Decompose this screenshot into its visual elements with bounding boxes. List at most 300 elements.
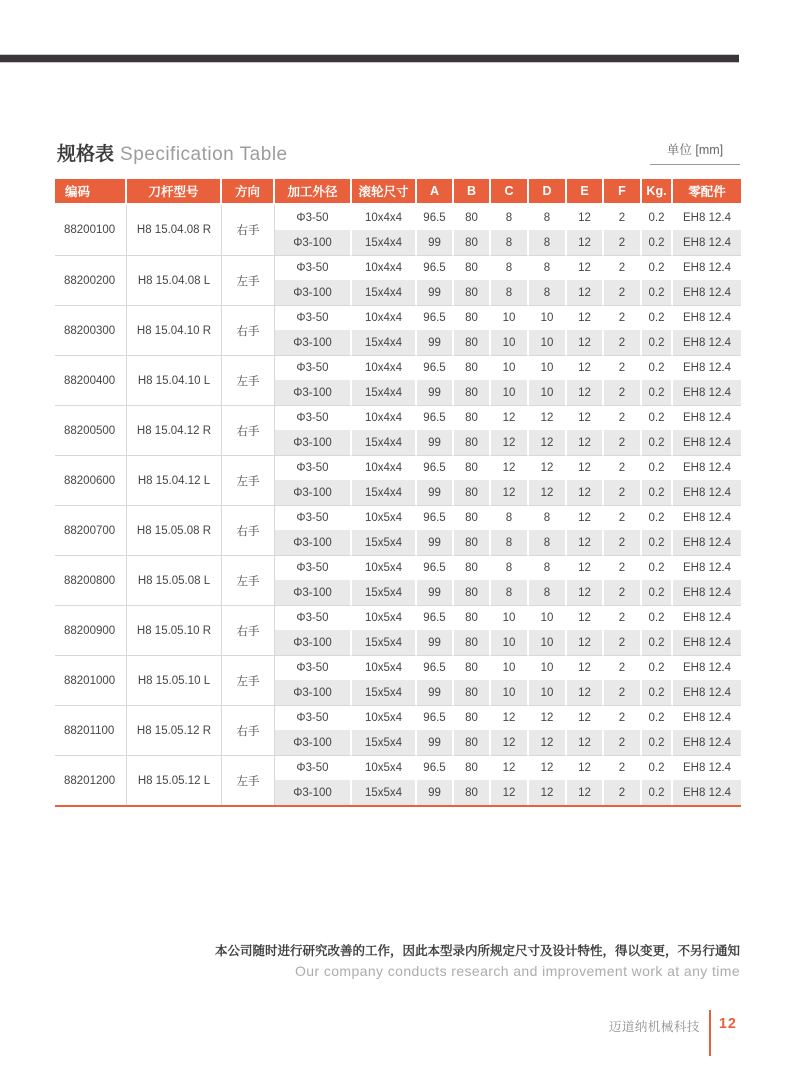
roller-cell: 10x5x4 bbox=[352, 605, 417, 630]
code-cell: 88201000 bbox=[55, 655, 127, 705]
weight-cell: 0.2 bbox=[642, 655, 673, 680]
specification-table bbox=[55, 179, 741, 807]
dim-e-cell: 12 bbox=[567, 580, 604, 605]
code-cell: 88200600 bbox=[55, 455, 127, 505]
weight-cell: 0.2 bbox=[642, 555, 673, 580]
dim-f-cell: 2 bbox=[604, 430, 642, 455]
code-cell: 88200500 bbox=[55, 405, 127, 455]
dim-b-cell: 80 bbox=[454, 630, 491, 655]
dim-c-cell: 12 bbox=[491, 730, 529, 755]
dim-c-cell: 12 bbox=[491, 755, 529, 780]
dim-f-cell: 2 bbox=[604, 505, 642, 530]
dim-e-cell: 12 bbox=[567, 555, 604, 580]
dim-d-cell: 12 bbox=[529, 405, 567, 430]
direction-cell: 左手 bbox=[222, 655, 275, 705]
weight-cell: 0.2 bbox=[642, 705, 673, 730]
row-group bbox=[55, 505, 741, 555]
dim-a-cell: 96.5 bbox=[417, 255, 454, 280]
part-cell: EH8 12.4 bbox=[673, 580, 741, 605]
roller-cell: 10x4x4 bbox=[352, 355, 417, 380]
dim-a-cell: 96.5 bbox=[417, 555, 454, 580]
dim-b-cell: 80 bbox=[454, 580, 491, 605]
dim-f-cell: 2 bbox=[604, 680, 642, 705]
dim-a-cell: 96.5 bbox=[417, 305, 454, 330]
dim-b-cell: 80 bbox=[454, 655, 491, 680]
dim-f-cell: 2 bbox=[604, 780, 642, 805]
weight-cell: 0.2 bbox=[642, 480, 673, 505]
dim-d-cell: 12 bbox=[529, 480, 567, 505]
roller-cell: 15x4x4 bbox=[352, 430, 417, 455]
weight-cell: 0.2 bbox=[642, 630, 673, 655]
od-cell: Φ3-100 bbox=[275, 330, 352, 355]
dim-b-cell: 80 bbox=[454, 680, 491, 705]
dim-c-cell: 10 bbox=[491, 330, 529, 355]
od-cell: Φ3-100 bbox=[275, 280, 352, 305]
code-cell: 88200800 bbox=[55, 555, 127, 605]
dim-b-cell: 80 bbox=[454, 380, 491, 405]
dim-f-cell: 2 bbox=[604, 355, 642, 380]
roller-cell: 15x5x4 bbox=[352, 680, 417, 705]
od-cell: Φ3-100 bbox=[275, 680, 352, 705]
dim-e-cell: 12 bbox=[567, 380, 604, 405]
weight-cell: 0.2 bbox=[642, 305, 673, 330]
od-cell: Φ3-100 bbox=[275, 780, 352, 805]
roller-cell: 15x5x4 bbox=[352, 630, 417, 655]
part-cell: EH8 12.4 bbox=[673, 780, 741, 805]
dim-d-cell: 8 bbox=[529, 505, 567, 530]
dim-f-cell: 2 bbox=[604, 455, 642, 480]
dim-c-cell: 12 bbox=[491, 480, 529, 505]
dim-c-cell: 8 bbox=[491, 555, 529, 580]
od-cell: Φ3-50 bbox=[275, 705, 352, 730]
direction-cell: 左手 bbox=[222, 255, 275, 305]
od-cell: Φ3-50 bbox=[275, 755, 352, 780]
part-cell: EH8 12.4 bbox=[673, 705, 741, 730]
part-cell: EH8 12.4 bbox=[683, 211, 731, 224]
part-cell: EH8 12.4 bbox=[673, 430, 741, 455]
dim-a-cell: 99 bbox=[417, 230, 454, 255]
dim-e-cell: 12 bbox=[567, 780, 604, 805]
table-row bbox=[55, 705, 741, 730]
dim-b-cell: 80 bbox=[454, 230, 491, 255]
weight-cell: 0.2 bbox=[642, 780, 673, 805]
dim-d-cell: 10 bbox=[529, 655, 567, 680]
row-group bbox=[55, 255, 741, 305]
weight-cell: 0.2 bbox=[642, 730, 673, 755]
page-title-en: Specification Table bbox=[120, 144, 288, 165]
code-cell: 88200400 bbox=[55, 355, 127, 405]
dim-c-cell: 10 bbox=[491, 355, 529, 380]
dim-c-cell: 8 bbox=[491, 505, 529, 530]
dim-f-cell: 2 bbox=[604, 280, 642, 305]
dim-a-cell: 99 bbox=[417, 480, 454, 505]
dim-c-cell: 10 bbox=[491, 305, 529, 330]
dim-a-cell: 99 bbox=[417, 330, 454, 355]
code-cell: 88201100 bbox=[55, 705, 127, 755]
code-cell: 88200900 bbox=[55, 605, 127, 655]
dim-a-cell: 96.5 bbox=[417, 655, 454, 680]
dim-e-cell: 12 bbox=[567, 455, 604, 480]
brand-name: 迈道纳机械科技 bbox=[608, 1020, 700, 1034]
top-rule-bar bbox=[0, 54, 739, 63]
direction-cell: 右手 bbox=[222, 305, 275, 355]
part-cell: EH8 12.4 bbox=[673, 530, 741, 555]
od-cell: Φ3-50 bbox=[275, 405, 352, 430]
column-header-5: A bbox=[417, 179, 454, 205]
unit-label: 单位 [mm] bbox=[650, 140, 740, 165]
dim-a-cell: 96.5 bbox=[417, 505, 454, 530]
dim-d-cell: 8 bbox=[529, 255, 567, 280]
dim-b-cell: 80 bbox=[454, 455, 491, 480]
dim-f-cell: 2 bbox=[604, 605, 642, 630]
dim-b-cell: 80 bbox=[454, 755, 491, 780]
dim-c-cell: 10 bbox=[491, 605, 529, 630]
dim-a-cell: 99 bbox=[417, 530, 454, 555]
part-cell: EH8 12.4 bbox=[673, 255, 741, 280]
dim-a-cell: 99 bbox=[417, 430, 454, 455]
roller-cell: 10x5x4 bbox=[352, 655, 417, 680]
model-cell: H8 15.04.10 R bbox=[127, 305, 222, 355]
dim-f-cell: 2 bbox=[604, 755, 642, 780]
roller-cell: 15x5x4 bbox=[352, 780, 417, 805]
column-header-4: 滚轮尺寸 bbox=[352, 179, 417, 205]
weight-cell: 0.2 bbox=[642, 680, 673, 705]
dim-f-cell: 2 bbox=[604, 730, 642, 755]
column-header-7: C bbox=[491, 179, 529, 205]
weight-cell: 0.2 bbox=[642, 230, 673, 255]
dim-d-cell: 10 bbox=[529, 355, 567, 380]
dim-f-cell: 2 bbox=[604, 555, 642, 580]
roller-cell: 15x4x4 bbox=[352, 230, 417, 255]
dim-b-cell: 80 bbox=[454, 505, 491, 530]
weight-cell: 0.2 bbox=[642, 280, 673, 305]
od-cell: Φ3-100 bbox=[275, 480, 352, 505]
table-row bbox=[55, 305, 741, 330]
model-cell: H8 15.05.08 L bbox=[127, 555, 222, 605]
roller-cell: 15x4x4 bbox=[352, 480, 417, 505]
direction-cell: 右手 bbox=[222, 705, 275, 755]
od-cell: Φ3-100 bbox=[275, 730, 352, 755]
weight-cell: 0.2 bbox=[642, 455, 673, 480]
table-row bbox=[55, 505, 741, 530]
roller-cell: 15x4x4 bbox=[352, 280, 417, 305]
dim-e-cell: 12 bbox=[567, 405, 604, 430]
dim-d-cell: 10 bbox=[529, 380, 567, 405]
weight-cell: 0.2 bbox=[642, 205, 673, 230]
dim-e-cell: 12 bbox=[567, 730, 604, 755]
roller-cell: 15x5x4 bbox=[352, 580, 417, 605]
dim-b-cell: 80 bbox=[454, 255, 491, 280]
dim-d-cell: 12 bbox=[529, 705, 567, 730]
dim-e-cell: 12 bbox=[567, 705, 604, 730]
dim-b-cell: 80 bbox=[454, 330, 491, 355]
table-row bbox=[55, 355, 741, 380]
part-cell: EH8 12.4 bbox=[673, 630, 741, 655]
dim-f-cell: 2 bbox=[604, 705, 642, 730]
dim-a-cell: 99 bbox=[417, 680, 454, 705]
roller-cell: 10x4x4 bbox=[352, 255, 417, 280]
od-cell: Φ3-50 bbox=[275, 355, 352, 380]
dim-d-cell: 12 bbox=[529, 755, 567, 780]
roller-cell: 10x5x4 bbox=[352, 755, 417, 780]
weight-cell: 0.2 bbox=[642, 330, 673, 355]
dim-e-cell: 12 bbox=[567, 305, 604, 330]
table-row bbox=[55, 455, 741, 480]
dim-c-cell: 12 bbox=[491, 430, 529, 455]
roller-cell: 15x5x4 bbox=[352, 530, 417, 555]
weight-cell: 0.2 bbox=[642, 355, 673, 380]
weight-cell: 0.2 bbox=[642, 430, 673, 455]
dim-f-cell: 2 bbox=[604, 305, 642, 330]
column-header-0: 编码 bbox=[55, 179, 127, 205]
part-cell: EH8 12.4 bbox=[673, 330, 741, 355]
od-cell: Φ3-100 bbox=[275, 530, 352, 555]
dim-d-cell: 10 bbox=[529, 680, 567, 705]
disclaimer bbox=[215, 941, 740, 979]
od-cell: Φ3-50 bbox=[275, 205, 352, 230]
dim-b-cell: 80 bbox=[454, 605, 491, 630]
roller-cell: 10x4x4 bbox=[352, 305, 417, 330]
code-cell: 88200300 bbox=[55, 305, 127, 355]
page-title-zh: 规格表 bbox=[57, 144, 115, 165]
dim-e-cell: 12 bbox=[567, 280, 604, 305]
dim-b-cell: 80 bbox=[454, 280, 491, 305]
dim-b-cell: 80 bbox=[454, 305, 491, 330]
weight-cell: 0.2 bbox=[642, 380, 673, 405]
table-row bbox=[55, 755, 741, 780]
dim-b-cell: 80 bbox=[454, 405, 491, 430]
part-cell: EH8 12.4 bbox=[673, 655, 741, 680]
model-cell: H8 15.05.08 R bbox=[127, 505, 222, 555]
model-cell: H8 15.04.12 L bbox=[127, 455, 222, 505]
dim-b-cell: 80 bbox=[454, 205, 491, 230]
roller-cell: 10x5x4 bbox=[352, 705, 417, 730]
dim-c-cell: 10 bbox=[491, 380, 529, 405]
dim-f-cell: 2 bbox=[604, 630, 642, 655]
dim-a-cell: 99 bbox=[417, 630, 454, 655]
column-header-2: 方向 bbox=[222, 179, 275, 205]
dim-e-cell: 12 bbox=[567, 355, 604, 380]
dim-f-cell: 2 bbox=[604, 655, 642, 680]
part-cell: EH8 12.4 bbox=[673, 480, 741, 505]
dim-a-cell: 99 bbox=[417, 730, 454, 755]
column-header-10: F bbox=[604, 179, 642, 205]
od-cell: Φ3-50 bbox=[275, 655, 352, 680]
od-cell: Φ3-100 bbox=[275, 430, 352, 455]
column-header-6: B bbox=[454, 179, 491, 205]
dim-e-cell: 12 bbox=[567, 480, 604, 505]
table-row bbox=[55, 555, 741, 580]
dim-c-cell: 12 bbox=[491, 405, 529, 430]
dim-e-cell: 12 bbox=[567, 430, 604, 455]
part-cell: EH8 12.4 bbox=[673, 280, 741, 305]
dim-b-cell: 80 bbox=[454, 730, 491, 755]
part-cell: EH8 12.4 bbox=[673, 380, 741, 405]
model-cell: H8 15.04.10 L bbox=[127, 355, 222, 405]
part-cell: EH8 12.4 bbox=[673, 405, 741, 430]
page-title bbox=[57, 139, 288, 166]
dim-e-cell: 12 bbox=[567, 330, 604, 355]
dim-f-cell: 2 bbox=[604, 405, 642, 430]
dim-d-cell: 12 bbox=[529, 430, 567, 455]
dim-d-cell: 12 bbox=[529, 730, 567, 755]
part-cell: EH8 12.4 bbox=[673, 680, 741, 705]
od-cell: Φ3-100 bbox=[275, 380, 352, 405]
dim-d-cell: 12 bbox=[529, 780, 567, 805]
dim-d-cell: 8 bbox=[529, 280, 567, 305]
row-group bbox=[55, 405, 741, 455]
roller-cell: 15x5x4 bbox=[352, 730, 417, 755]
dim-d-cell: 8 bbox=[529, 530, 567, 555]
roller-cell: 10x4x4 bbox=[352, 455, 417, 480]
dim-a-cell: 96.5 bbox=[417, 605, 454, 630]
part-cell: EH8 12.4 bbox=[673, 455, 741, 480]
row-group bbox=[55, 755, 741, 805]
row-group bbox=[55, 705, 741, 755]
weight-cell: 0.2 bbox=[642, 530, 673, 555]
direction-cell: 右手 bbox=[222, 505, 275, 555]
dim-a-cell: 99 bbox=[417, 380, 454, 405]
dim-d-cell: 10 bbox=[529, 605, 567, 630]
row-group bbox=[55, 555, 741, 605]
dim-f-cell: 2 bbox=[604, 230, 642, 255]
row-group bbox=[55, 355, 741, 405]
part-cell: EH8 12.4 bbox=[673, 730, 741, 755]
table-row bbox=[55, 605, 741, 630]
od-cell: Φ3-100 bbox=[275, 580, 352, 605]
direction-cell: 右手 bbox=[222, 605, 275, 655]
row-group bbox=[55, 205, 741, 255]
dim-a-cell: 99 bbox=[417, 580, 454, 605]
column-header-3: 加工外径 bbox=[275, 179, 352, 205]
dim-c-cell: 8 bbox=[491, 580, 529, 605]
model-cell: H8 15.04.08 R bbox=[127, 205, 222, 255]
roller-cell: 10x5x4 bbox=[352, 555, 417, 580]
roller-cell: 10x4x4 bbox=[352, 405, 417, 430]
column-header-12: 零配件 bbox=[673, 179, 741, 205]
dim-c-cell: 8 bbox=[491, 530, 529, 555]
roller-cell: 10x5x4 bbox=[352, 505, 417, 530]
dim-c-cell: 10 bbox=[491, 655, 529, 680]
column-header-8: D bbox=[529, 179, 567, 205]
dim-c-cell: 8 bbox=[491, 255, 529, 280]
dim-e-cell: 12 bbox=[567, 605, 604, 630]
od-cell: Φ3-50 bbox=[275, 605, 352, 630]
table-row bbox=[55, 255, 741, 280]
row-group bbox=[55, 655, 741, 705]
row-group bbox=[55, 455, 741, 505]
direction-cell: 左手 bbox=[222, 555, 275, 605]
dim-c-cell: 10 bbox=[491, 680, 529, 705]
dim-f-cell: 2 bbox=[604, 330, 642, 355]
dim-e-cell: 12 bbox=[567, 505, 604, 530]
direction-cell: 右手 bbox=[222, 205, 275, 255]
disclaimer-en: Our company conducts research and improvement work at any time bbox=[295, 963, 740, 979]
weight-cell: 0.2 bbox=[642, 605, 673, 630]
dim-a-cell: 99 bbox=[417, 780, 454, 805]
od-cell: Φ3-100 bbox=[275, 630, 352, 655]
dim-d-cell: 8 bbox=[529, 230, 567, 255]
part-cell: EH8 12.4 bbox=[673, 230, 741, 255]
table-row bbox=[55, 405, 741, 430]
dim-b-cell: 80 bbox=[454, 430, 491, 455]
row-group bbox=[55, 305, 741, 355]
dim-d-cell: 10 bbox=[529, 305, 567, 330]
part-cell: EH8 12.4 bbox=[673, 555, 741, 580]
dim-a-cell: 96.5 bbox=[417, 355, 454, 380]
part-cell: EH8 12.4 bbox=[673, 305, 741, 330]
dim-f-cell: 2 bbox=[604, 380, 642, 405]
dim-b-cell: 80 bbox=[454, 355, 491, 380]
dim-a-cell: 96.5 bbox=[417, 205, 454, 230]
page-number: 12 bbox=[718, 1016, 737, 1032]
model-cell: H8 15.05.12 R bbox=[127, 705, 222, 755]
dim-f-cell: 2 bbox=[604, 255, 642, 280]
dim-e-cell: 12 bbox=[567, 655, 604, 680]
direction-cell: 左手 bbox=[222, 355, 275, 405]
column-header-11: Kg. bbox=[642, 179, 673, 205]
weight-cell: 0.2 bbox=[642, 405, 673, 430]
disclaimer-zh: 本公司随时进行研究改善的工作，因此本型录内所规定尺寸及设计特性，得以变更，不另行通知 bbox=[214, 944, 740, 958]
dim-b-cell: 80 bbox=[454, 705, 491, 730]
model-cell: H8 15.04.08 L bbox=[127, 255, 222, 305]
code-cell: 88201200 bbox=[55, 755, 127, 805]
model-cell: H8 15.04.12 R bbox=[127, 405, 222, 455]
dim-e-cell: 12 bbox=[567, 255, 604, 280]
dim-c-cell: 8 bbox=[491, 205, 529, 230]
roller-cell: 10x4x4 bbox=[352, 205, 417, 230]
dim-e-cell: 12 bbox=[567, 205, 604, 230]
code-cell: 88200700 bbox=[55, 505, 127, 555]
direction-cell: 左手 bbox=[222, 755, 275, 805]
code-cell: 88200200 bbox=[55, 255, 127, 305]
dim-a-cell: 96.5 bbox=[417, 705, 454, 730]
column-header-1: 刀杆型号 bbox=[127, 179, 222, 205]
dim-e-cell: 12 bbox=[567, 530, 604, 555]
dim-f-cell: 2 bbox=[604, 530, 642, 555]
dim-d-cell: 8 bbox=[529, 205, 567, 230]
dim-e-cell: 12 bbox=[567, 755, 604, 780]
dim-d-cell: 12 bbox=[529, 455, 567, 480]
dim-d-cell: 8 bbox=[529, 580, 567, 605]
dim-a-cell: 99 bbox=[417, 280, 454, 305]
table-header-row bbox=[55, 179, 741, 205]
dim-c-cell: 12 bbox=[491, 455, 529, 480]
dim-a-cell: 96.5 bbox=[417, 405, 454, 430]
footer-divider bbox=[709, 1010, 711, 1056]
table-header bbox=[55, 179, 741, 205]
table-row bbox=[55, 205, 741, 230]
dim-c-cell: 8 bbox=[491, 230, 529, 255]
weight-cell: 0.2 bbox=[642, 505, 673, 530]
column-header-9: E bbox=[567, 179, 604, 205]
part-cell: EH8 12.4 bbox=[673, 505, 741, 530]
dim-b-cell: 80 bbox=[454, 530, 491, 555]
dim-b-cell: 80 bbox=[454, 780, 491, 805]
part-cell: EH8 12.4 bbox=[673, 355, 741, 380]
dim-c-cell: 12 bbox=[491, 780, 529, 805]
dim-c-cell: 8 bbox=[491, 280, 529, 305]
dim-b-cell: 80 bbox=[454, 480, 491, 505]
direction-cell: 右手 bbox=[222, 405, 275, 455]
code-cell: 88200100 bbox=[55, 205, 127, 255]
dim-f-cell: 2 bbox=[604, 205, 642, 230]
od-cell: Φ3-50 bbox=[275, 455, 352, 480]
dim-a-cell: 96.5 bbox=[417, 455, 454, 480]
part-cell: EH8 12.4 bbox=[673, 605, 741, 630]
weight-cell: 0.2 bbox=[642, 755, 673, 780]
table-row bbox=[55, 655, 741, 680]
